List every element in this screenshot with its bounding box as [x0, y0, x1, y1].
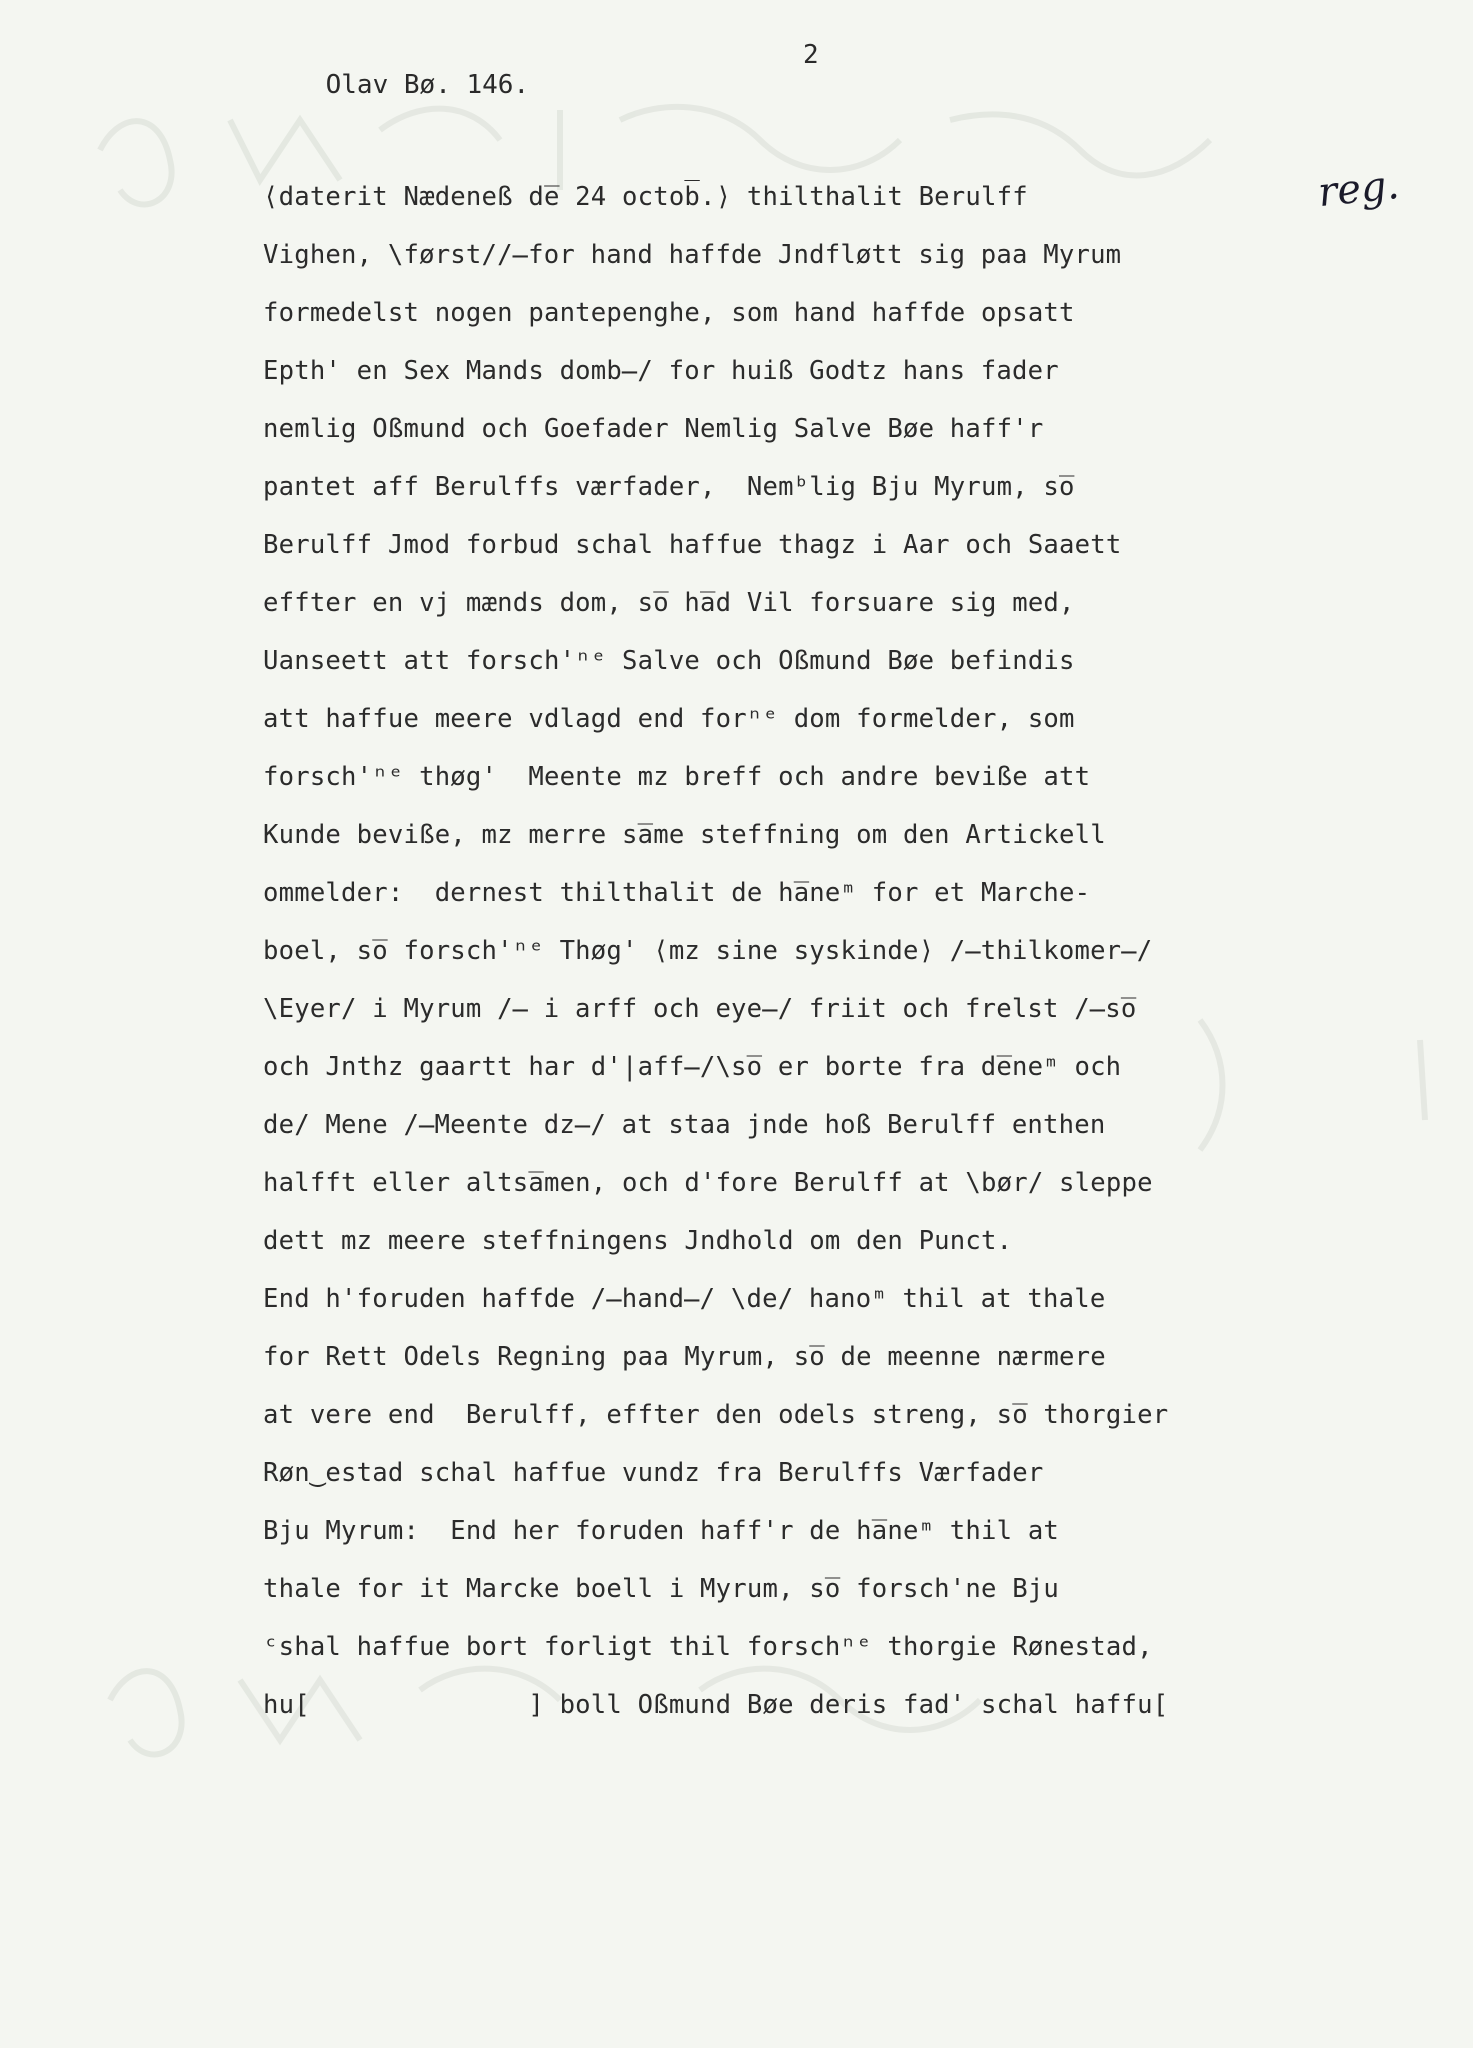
text-line: \Eyer/ i Myrum /̶ i arff och eye̶/ friit och frelst /̶so̅ [263, 994, 1137, 1024]
text-line: ommelder: dernest thilthalit de ha̅neᵐ for et Marche- [263, 878, 1091, 908]
text-line: att haffue meere vdlagd end forⁿᵉ dom formelder, som [263, 704, 1075, 734]
page-number: 2 [803, 40, 819, 70]
text-line: forsch'ⁿᵉ thøg' Meente mz breff och andre beviße att [263, 762, 1091, 792]
text-line: de/ Mene /̶Meente dz̶/ at staa jnde hoß Berulff enthen [263, 1110, 1106, 1140]
text-line: Berulff Jmod forbud schal haffue thagz i Aar och Saaett [263, 530, 1122, 560]
text-line: formedelst nogen pantepenghe, som hand haffde opsatt [263, 298, 1075, 328]
text-line: thale for it Marcke boell i Myrum, so̅ forsch'ne Bju [263, 1574, 1060, 1604]
text-line: boel, so̅ forsch'ⁿᵉ Thøg' ⟨mz sine syskinde⟩ /̶thilkomer̶/ [263, 936, 1153, 966]
text-line: halfft eller altsa̅men, och d'fore Berulff at \bør/ sleppe [263, 1168, 1153, 1198]
text-line: End h'foruden haffde /̶hand̶/ \de/ hanoᵐ thil at thale [263, 1284, 1106, 1314]
text-line: dett mz meere steffningens Jndhold om den Punct. [263, 1226, 1013, 1256]
document-header [263, 40, 819, 160]
text-line: ᶜshal haffue bort forligt thil forschⁿᵉ thorgie Rønestad, [263, 1632, 1153, 1662]
archive-reference: Olav Bø. 146. [325, 70, 530, 100]
text-line: nemlig Oßmund och Goefader Nemlig Salve Bøe haff'r [263, 414, 1044, 444]
transcription-body [263, 168, 1413, 1734]
text-line: och Jnthz gaartt har d'|aff̶/\so̅ er borte fra de̅neᵐ och [263, 1052, 1122, 1082]
text-line: Vighen, \først//̶for hand haffde Jndfløtt sig paa Myrum [263, 240, 1122, 270]
text-line: ⟨daterit Nædeneß de̅ 24 octob̅.⟩ thilthalit Berulff [263, 182, 1028, 212]
text-line: at vere end Berulff, effter den odels streng, so̅ thorgier [263, 1400, 1169, 1430]
text-line: effter en vj mænds dom, so̅ ha̅d Vil forsuare sig med, [263, 588, 1075, 618]
text-line: Bju Myrum: End her foruden haff'r de ha̅neᵐ thil at [263, 1516, 1060, 1546]
text-line: Uanseett att forsch'ⁿᵉ Salve och Oßmund Bøe befindis [263, 646, 1075, 676]
text-line: Røn‿estad schal haffue vundz fra Berulffs Værfader [263, 1458, 1044, 1488]
text-line: hu[ ] boll Oßmund Bøe deris fad' schal haffu[ [263, 1690, 1169, 1720]
text-line: Epth' en Sex Mands domb̶/ for huiß Godtz hans fader [263, 356, 1059, 386]
handwritten-annotation: reg. [1315, 161, 1402, 217]
text-line: pantet aff Berulffs værfader, Nemᵇlig Bju Myrum, so̅ [263, 472, 1075, 502]
text-line: for Rett Odels Regning paa Myrum, so̅ de meenne nærmere [263, 1342, 1106, 1372]
text-line: Kunde beviße, mz merre sa̅me steffning om den Artickell [263, 820, 1106, 850]
